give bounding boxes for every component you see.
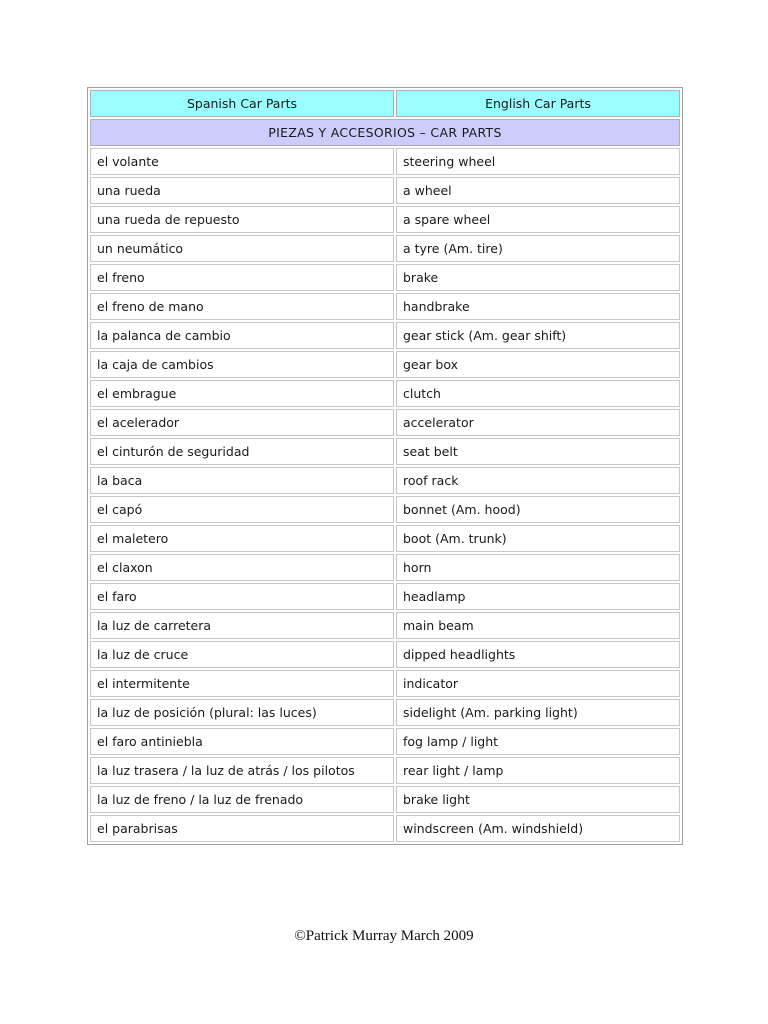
spanish-term: el cinturón de seguridad bbox=[90, 438, 394, 465]
section-row bbox=[90, 119, 680, 146]
english-term: main beam bbox=[396, 612, 680, 639]
section-title: PIEZAS Y ACCESORIOS – CAR PARTS bbox=[90, 119, 680, 146]
vocabulary-table-body bbox=[90, 90, 680, 842]
english-term: brake bbox=[396, 264, 680, 291]
english-term: indicator bbox=[396, 670, 680, 697]
table-row bbox=[90, 496, 680, 523]
english-term: handbrake bbox=[396, 293, 680, 320]
table-row bbox=[90, 293, 680, 320]
spanish-term: la baca bbox=[90, 467, 394, 494]
english-term: gear stick (Am. gear shift) bbox=[396, 322, 680, 349]
table-row bbox=[90, 612, 680, 639]
table-row bbox=[90, 177, 680, 204]
table-row bbox=[90, 235, 680, 262]
spanish-term: el volante bbox=[90, 148, 394, 175]
table-row bbox=[90, 467, 680, 494]
english-term: sidelight (Am. parking light) bbox=[396, 699, 680, 726]
spanish-term: el maletero bbox=[90, 525, 394, 552]
english-term: a wheel bbox=[396, 177, 680, 204]
table-row bbox=[90, 264, 680, 291]
spanish-term: el faro antiniebla bbox=[90, 728, 394, 755]
table-row bbox=[90, 699, 680, 726]
table-row bbox=[90, 206, 680, 233]
spanish-term: el capó bbox=[90, 496, 394, 523]
english-term: roof rack bbox=[396, 467, 680, 494]
spanish-term: el freno de mano bbox=[90, 293, 394, 320]
table-row bbox=[90, 525, 680, 552]
table-row bbox=[90, 148, 680, 175]
table-row bbox=[90, 380, 680, 407]
spanish-term: la luz de cruce bbox=[90, 641, 394, 668]
table-row bbox=[90, 641, 680, 668]
table-header-row bbox=[90, 90, 680, 117]
english-term: accelerator bbox=[396, 409, 680, 436]
table-row bbox=[90, 438, 680, 465]
spanish-term: la luz de posición (plural: las luces) bbox=[90, 699, 394, 726]
english-term: horn bbox=[396, 554, 680, 581]
spanish-term: una rueda de repuesto bbox=[90, 206, 394, 233]
english-term: clutch bbox=[396, 380, 680, 407]
spanish-term: el claxon bbox=[90, 554, 394, 581]
english-term: seat belt bbox=[396, 438, 680, 465]
spanish-term: un neumático bbox=[90, 235, 394, 262]
english-term: brake light bbox=[396, 786, 680, 813]
table-row bbox=[90, 554, 680, 581]
table-row bbox=[90, 728, 680, 755]
english-term: gear box bbox=[396, 351, 680, 378]
english-term: fog lamp / light bbox=[396, 728, 680, 755]
table-row bbox=[90, 351, 680, 378]
table-row bbox=[90, 409, 680, 436]
english-term: steering wheel bbox=[396, 148, 680, 175]
table-row bbox=[90, 757, 680, 784]
spanish-term: el intermitente bbox=[90, 670, 394, 697]
english-term: bonnet (Am. hood) bbox=[396, 496, 680, 523]
table-row bbox=[90, 583, 680, 610]
english-term: windscreen (Am. windshield) bbox=[396, 815, 680, 842]
vocabulary-table bbox=[87, 87, 683, 845]
table-row bbox=[90, 322, 680, 349]
header-spanish: Spanish Car Parts bbox=[90, 90, 394, 117]
english-term: headlamp bbox=[396, 583, 680, 610]
spanish-term: la luz de carretera bbox=[90, 612, 394, 639]
spanish-term: la luz trasera / la luz de atrás / los pilotos bbox=[90, 757, 394, 784]
spanish-term: la palanca de cambio bbox=[90, 322, 394, 349]
header-english: English Car Parts bbox=[396, 90, 680, 117]
spanish-term: una rueda bbox=[90, 177, 394, 204]
english-term: dipped headlights bbox=[396, 641, 680, 668]
spanish-term: el faro bbox=[90, 583, 394, 610]
spanish-term: el parabrisas bbox=[90, 815, 394, 842]
english-term: a spare wheel bbox=[396, 206, 680, 233]
spanish-term: la caja de cambios bbox=[90, 351, 394, 378]
spanish-term: el freno bbox=[90, 264, 394, 291]
english-term: rear light / lamp bbox=[396, 757, 680, 784]
table-row bbox=[90, 670, 680, 697]
table-row bbox=[90, 786, 680, 813]
copyright-footer: ©Patrick Murray March 2009 bbox=[294, 928, 474, 944]
english-term: boot (Am. trunk) bbox=[396, 525, 680, 552]
spanish-term: el acelerador bbox=[90, 409, 394, 436]
spanish-term: la luz de freno / la luz de frenado bbox=[90, 786, 394, 813]
table-row bbox=[90, 815, 680, 842]
spanish-term: el embrague bbox=[90, 380, 394, 407]
english-term: a tyre (Am. tire) bbox=[396, 235, 680, 262]
